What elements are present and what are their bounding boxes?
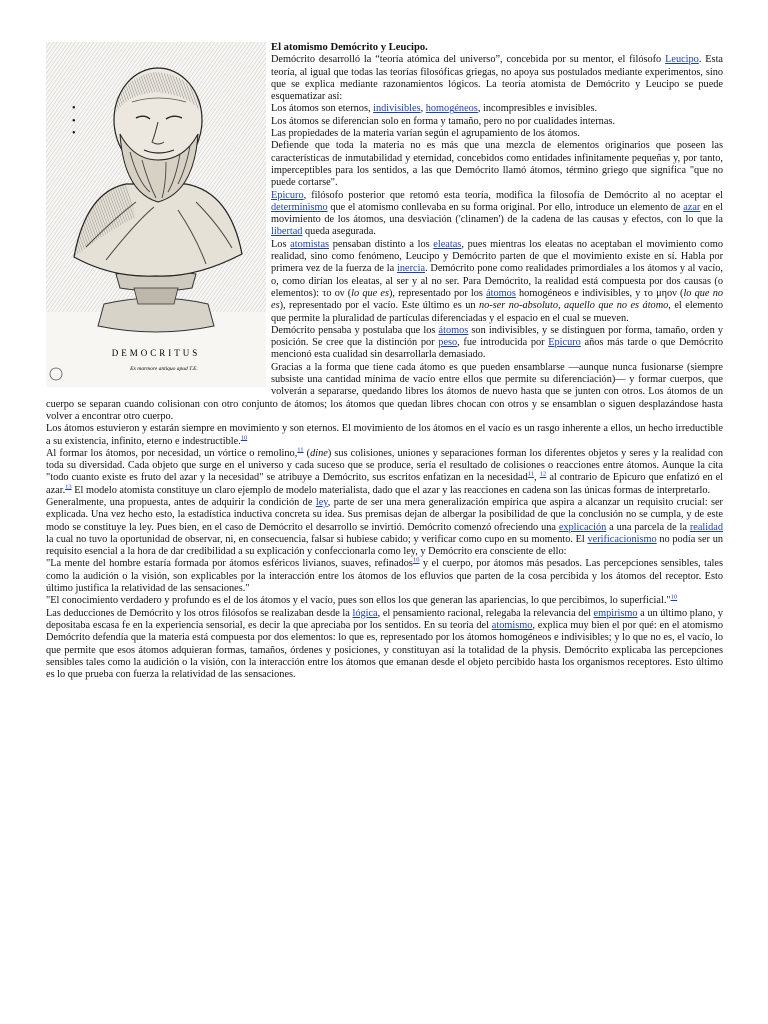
footnote-ref[interactable]: 12 [539, 470, 547, 478]
paragraph-quote-mente: "La mente del hombre estaría formada por átomos esféricos livianos, suaves, refinados$^{10}$ y el cuerpo, por átomos más pesados. Las percepciones sensibles, tales como la audición o la visión, son explicables por la interacción entre los átomos de los efluvios que parten de la cosa percibida y los átomos del receptor. Esto último justifica la relatividad de las sensaciones." [46, 557, 723, 595]
article-title: El atomismo Demócrito y Leucipo. [271, 42, 428, 53]
bust-illustration [46, 42, 266, 387]
link-epicuro[interactable]: Epicuro [271, 189, 304, 201]
paragraph-atomistas: Los atomistas pensaban distinto a los eleatas, pues mientras los eleatas no aceptaban el movimiento como realidad, sino como fenómeno, Leucipo y Demócrito parten de que el movimiento existe en sí. Habla por primera vez de la fuerza de la inercia. Demócrito pone como realidades primordiales a los átomos y al vacío, o, como dirían los eleatas, al ser y al no ser. Para Demócrito, la realidad está compuesta por dos causas (o elementos): το ον (lo que es), representado por los átomos homogéneos e indivisibles, y το μηον (lo que no es), representado por el vacío. Este último es un no-ser no-absoluto, aquello que no es átomo, el elemento que permite la pluralidad de partículas diferenciadas y el espacio en el cual se mueven. [271, 238, 723, 324]
article [46, 42, 723, 681]
bust-caption-name: DEMOCRITUS [111, 348, 201, 358]
atomist-theory-list [46, 103, 723, 140]
link-libertad[interactable]: libertad [271, 226, 303, 238]
link-inercia[interactable]: inercia [397, 263, 426, 275]
paragraph-quote-conocimiento: "El conocimiento verdadero y profundo es el de los átomos y el vacío, pues son ellos los que generan las apariencias, lo que percibimos, lo superficial."$^{10}$ [46, 593, 678, 607]
link-realidad[interactable]: realidad [689, 521, 723, 533]
paragraph-defiende: Defiende que toda la materia no es más que una mezcla de elementos originarios que poseen las características de inmutabilidad y eternidad, concebidos como entidades infinitamente pequeñas y, por tanto, imperceptibles para los sentidos, a las que Demócrito llamó átomos, término griego que significa "que no puede cortarse". [271, 140, 723, 189]
footnote-ref[interactable]: 10 [240, 434, 248, 442]
link-determinismo[interactable]: determinismo [271, 201, 328, 213]
link-leucipo[interactable]: Leucipo [665, 54, 699, 66]
footnote-ref[interactable]: 13 [65, 483, 72, 491]
paragraph-formar: Al formar los átomos, por necesidad, un vórtice o remolino,$^{11}$ (dine) sus colisiones, uniones y separaciones forman los diferentes objetos y seres y la realidad con toda su diversidad. Cada objeto que surge en el universo y cada suceso que se produce, sería el resultado de colisiones o reacciones entre átomos. Aunque la cita "todo cuanto existe es fruto del azar y la necesidad" se atribuye a Demócrito, sus escritos enfatizan en la necesidad$^{11}$, $^{12}$ al contrario de Epicuro que enfatizó en el azar.$^{13}$ El modelo atomista constituye un claro ejemplo de modelo materialista, dado que el azar y las reacciones en cadena son las únicas formas de interpretarlo. [46, 446, 724, 496]
link-atomos[interactable]: átomos [486, 287, 516, 299]
link-homogeneos[interactable]: homogéneos [425, 103, 478, 115]
footnote-ref[interactable]: 10 [412, 557, 420, 565]
democritus-bust-engraving [46, 42, 266, 387]
link-azar[interactable]: azar [683, 201, 701, 213]
paragraph-gracias: Gracias a la forma que tiene cada átomo es que pueden ensamblarse —aunque nunca fusionarse (siempre subsiste una cantidad mínima de vacío entre ellos que permite su diferenciación)— y formar cuerpos, que volverán a separarse, quedando libres los átomos de nuevo hasta que se junten con otros. Los átomos de un cuerpo se separan cuando colisionan con otro conjunto de átomos; los átomos que quedan libres chocan con otros y se ensamblan o siguen desplazándose hasta volver a encontrar otro cuerpo. [46, 361, 723, 422]
link-indivisibles[interactable]: indivisibles [373, 103, 421, 115]
footnote-ref[interactable]: 11 [297, 446, 304, 454]
link-empirismo[interactable]: empirismo [593, 607, 638, 619]
list-item: • Las propiedades de la materia varían según el agrupamiento de los átomos. [90, 128, 723, 140]
paragraph-generalmente: Generalmente, una propuesta, antes de adquirir la condición de ley, parte de ser una mera generalización empírica que aspira a alcanzar un requisito crucial: ser explicada. Una vez hecho esto, la estadística inductiva concreta su idea. Sus premisas dejan de albergar la posibilidad de que la conclusión no se cumpla, y de este modo se constituye la ley. Pues bien, en el caso de Demócrito el desarrollo se invirtió. Demócrito comenzó ofreciendo una explicación a una parcela de la realidad la cual no tuvo la oportunidad de observar, ni, en consecuencia, falsar si hubiese cabido; y verificar como cupo en su momento. El verificacionismo no podía ser un requisito esencial a la hora de dar credibilidad a su explicación y confeccionarla como ley, y Demócrito era consciente de ello: [46, 496, 723, 558]
list-item: • Los átomos se diferencian solo en forma y tamaño, pero no por cualidades internas. [90, 116, 723, 128]
link-epicuro-2[interactable]: Epicuro [548, 337, 581, 349]
link-verificacionismo[interactable]: verificacionismo [587, 533, 657, 545]
link-eleatas[interactable]: eleatas [433, 238, 462, 250]
link-logica[interactable]: lógica [352, 607, 378, 619]
link-atomos-2[interactable]: átomos [438, 324, 469, 336]
paragraph-estuvieron: Los átomos estuvieron y estarán siempre en movimiento y son eternos. El movimiento de los átomos en el vacío es un rasgo inherente a ellos, un hecho irreductible a su existencia, infinito, eterno e indestructible.$^{10}$ [46, 423, 723, 447]
paragraph-epicuro: Epicuro, filósofo posterior que retomó esta teoría, modifica la filosofía de Demócrito al no aceptar el determinismo que el atomismo conllevaba en su forma original. Por ello, introduce un elemento de azar en el movimiento de los átomos, una desviación ('clinamen') de la cadena de las causas y efectos, con lo que la libertad queda asegurada. [271, 189, 723, 238]
bust-caption-sub: Ex marmore antiquo apud T.E. [130, 366, 198, 372]
link-explicacion[interactable]: explicación [558, 521, 607, 533]
paragraph-deducciones: Las deducciones de Demócrito y los otros filósofos se realizaban desde la lógica, el pensamiento racional, relegaba la relevancia del empirismo a un último plano, y depositaba escasa fe en la experiencia sensorial, es decir la que apreciaba por los sentidos. En su teoría del atomismo, explica muy bien el por qué: en el atomismo Demócrito defendía que la materia está compuesta por dos elementos: lo que es, representado por los átomos homogéneos e indivisibles; y lo que no es, el vacío, lo que permite que esos átomos adquieran formas, tamaños, órdenes y posiciones, y constituyan así la totalidad de la physis. Demócrito explicaba las percepciones sensibles tales como la audición o la visión, con la interacción entre los átomos que emanan desde el objeto percibido hasta los organismos receptores. Esto último es lo que prueba con fuerza la relatividad de las sensaciones. [46, 607, 723, 681]
paragraph-intro: Demócrito desarrolló la “teoría atómica del universo”, concebida por su mentor, el filósofo Leucipo. Esta teoría, al igual que todas las teorías filosóficas griegas, no apoya sus postulados mediante experimentos, sino que se explica mediante razonamientos lógicos. La teoría atomista de Demócrito y Leucipo se puede esquematizar así: [271, 54, 723, 103]
paragraph-pensaba: Demócrito pensaba y postulaba que los átomos son indivisibles, y se distinguen por forma, tamaño, orden y posición. Se cree que la distinción por peso, fue introducida por Epicuro años más tarde o que Demócrito mencionó esta cualidad sin desarrollarla demasiado. [271, 324, 724, 361]
link-ley[interactable]: ley [315, 496, 328, 508]
footnote-ref[interactable]: 11 [527, 470, 535, 478]
footnote-ref[interactable]: 10 [670, 593, 678, 601]
link-atomistas[interactable]: atomistas [290, 238, 330, 250]
list-item: • Los átomos son eternos, indivisibles, homogéneos, incompresibles e invisibles. [90, 103, 723, 115]
link-atomismo[interactable]: atomismo [491, 619, 533, 631]
link-peso[interactable]: peso [438, 337, 458, 349]
